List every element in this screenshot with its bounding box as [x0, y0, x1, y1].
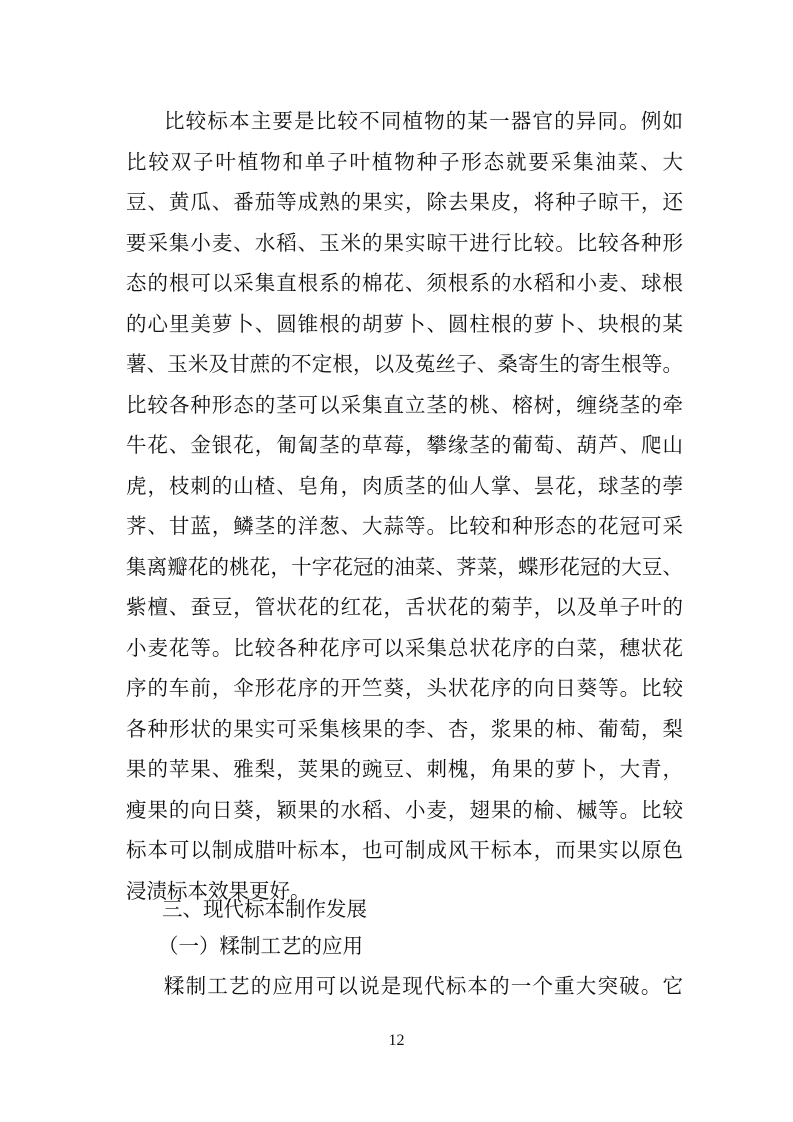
text-line: 集离瓣花的桃花，十字花冠的油菜、荠菜，蝶形花冠的大豆、	[126, 554, 683, 579]
text-line: 荠、甘蓝，鳞茎的洋葱、大蒜等。比较和种形态的花冠可采	[126, 514, 683, 538]
text-line: 要采集小麦、水稻、玉米的果实晾干进行比较。比较各种形	[126, 230, 683, 255]
text-line: 糅制工艺的应用可以说是现代标本的一个重大突破。它	[164, 974, 683, 998]
text-line: 态的根可以采集直根系的棉花、须根系的水稻和小麦、球根	[126, 271, 683, 295]
section-heading: 三、现代标本制作发展	[162, 897, 367, 921]
text-line: 浸渍标本效果更好。	[126, 878, 311, 903]
text-line: 标本可以制成腊叶标本，也可制成风干标本，而果实以原色	[126, 838, 683, 862]
text-line: 小麦花等。比较各种花序可以采集总状花序的白菜，穗状花	[126, 635, 683, 660]
text-line: 序的车前，伞形花序的开竺葵，头状花序的向日葵等。比较	[126, 676, 683, 700]
paragraph-tanning-process	[126, 966, 683, 1007]
text-line: 虎，枝刺的山楂、皂角，肉质茎的仙人掌、昙花，球茎的荸	[126, 473, 683, 498]
text-line: 薯、玉米及甘蔗的不定根，以及菟丝子、桑寄生的寄生根等。	[126, 352, 683, 376]
text-line: 瘦果的向日葵，颖果的水稻、小麦，翅果的榆、槭等。比较	[126, 797, 683, 822]
text-line: 牛花、金银花，匍匐茎的草莓，攀缘茎的葡萄、葫芦、爬山	[126, 433, 683, 457]
text-line: 果的苹果、雅梨，荚果的豌豆、刺槐，角果的萝卜，大青，	[126, 757, 683, 781]
text-line: 比较各种形态的茎可以采集直立茎的桃、榕树，缠绕茎的牵	[126, 392, 683, 417]
text-line: 比较标本主要是比较不同植物的某一器官的异同。例如	[164, 109, 683, 133]
text-line: 比较双子叶植物和单子叶植物种子形态就要采集油菜、大	[126, 149, 683, 174]
subsection-heading: （一）糅制工艺的应用	[158, 934, 363, 958]
text-line: 的心里美萝卜、圆锥根的胡萝卜、圆柱根的萝卜、块根的某	[126, 311, 683, 336]
text-line: 各种形状的果实可采集核果的李、杏，浆果的柿、葡萄，梨	[126, 716, 683, 741]
page-number: 12	[388, 1032, 405, 1049]
paragraph-comparison-specimens	[126, 101, 683, 911]
text-line: 紫檀、蚕豆，管状花的红花，舌状花的菊芋，以及单子叶的	[126, 595, 683, 619]
text-line: 豆、黄瓜、番茄等成熟的果实，除去果皮，将种子晾干，还	[126, 190, 683, 214]
